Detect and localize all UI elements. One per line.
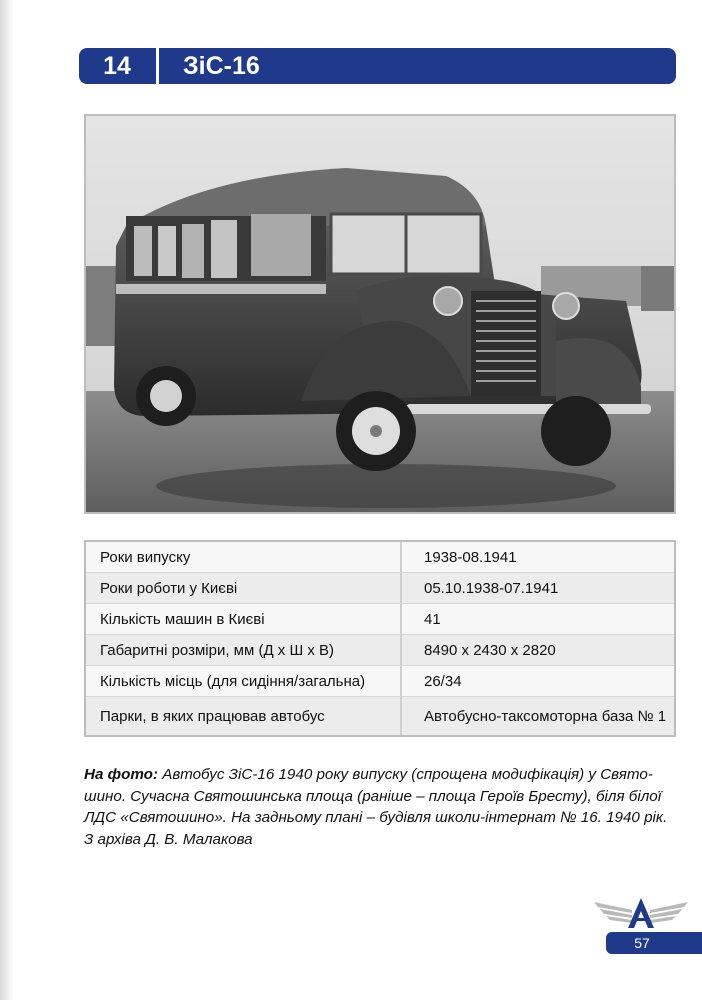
section-number: 14 bbox=[103, 52, 131, 80]
spec-row bbox=[86, 604, 674, 635]
spec-label: Кількість місць (для сидіння/загальна) bbox=[86, 666, 402, 696]
section-title: ЗіС-16 bbox=[183, 52, 260, 80]
bus-photo bbox=[84, 114, 676, 514]
winged-letter-a-icon bbox=[592, 896, 690, 930]
header-divider bbox=[156, 48, 159, 84]
spec-row bbox=[86, 666, 674, 697]
caption-line-2: шино. Сучасна Святошинська площа (раніше – площа Героїв Бресту), біля білої bbox=[84, 787, 662, 805]
specs-table bbox=[84, 540, 676, 737]
photo-caption bbox=[84, 764, 676, 850]
spec-label: Кількість машин в Києві bbox=[86, 604, 402, 634]
caption-line-1 bbox=[84, 764, 676, 786]
spec-value: 8490 х 2430 х 2820 bbox=[424, 641, 556, 659]
spec-label: Габаритні розміри, мм (Д х Ш х В) bbox=[86, 635, 402, 665]
page-edge-shadow bbox=[0, 0, 14, 1000]
section-header bbox=[79, 48, 676, 84]
spec-label: Роки випуску bbox=[86, 542, 402, 572]
spec-row bbox=[86, 542, 674, 573]
spec-row bbox=[86, 635, 674, 666]
spec-row bbox=[86, 697, 674, 735]
page-number: 57 bbox=[634, 935, 650, 951]
spec-value: 1938-08.1941 bbox=[424, 548, 517, 566]
spec-value: 05.10.1938-07.1941 bbox=[424, 579, 559, 597]
spec-label: Роки роботи у Києві bbox=[86, 573, 402, 603]
page-number-bar bbox=[606, 932, 702, 954]
spec-value: Автобусно-таксомоторна база № 1 bbox=[424, 707, 667, 725]
spec-value: 41 bbox=[424, 610, 441, 628]
caption-lead: На фото: bbox=[84, 766, 158, 783]
caption-line-3: ЛДС «Святошино». На задньому плані – будівля школи-інтернат № 16. 1940 рік. bbox=[84, 809, 668, 826]
caption-line-4: З архіва Д. В. Малакова bbox=[84, 830, 253, 848]
spec-label: Парки, в яких працював автобус bbox=[86, 697, 402, 735]
spec-row bbox=[86, 573, 674, 604]
bus-photo-illustration bbox=[86, 116, 674, 512]
spec-value: 26/34 bbox=[424, 672, 462, 690]
caption-text-1: Автобус ЗіС-16 1940 року випуску (спрощена модифікація) у Свято- bbox=[158, 766, 653, 783]
